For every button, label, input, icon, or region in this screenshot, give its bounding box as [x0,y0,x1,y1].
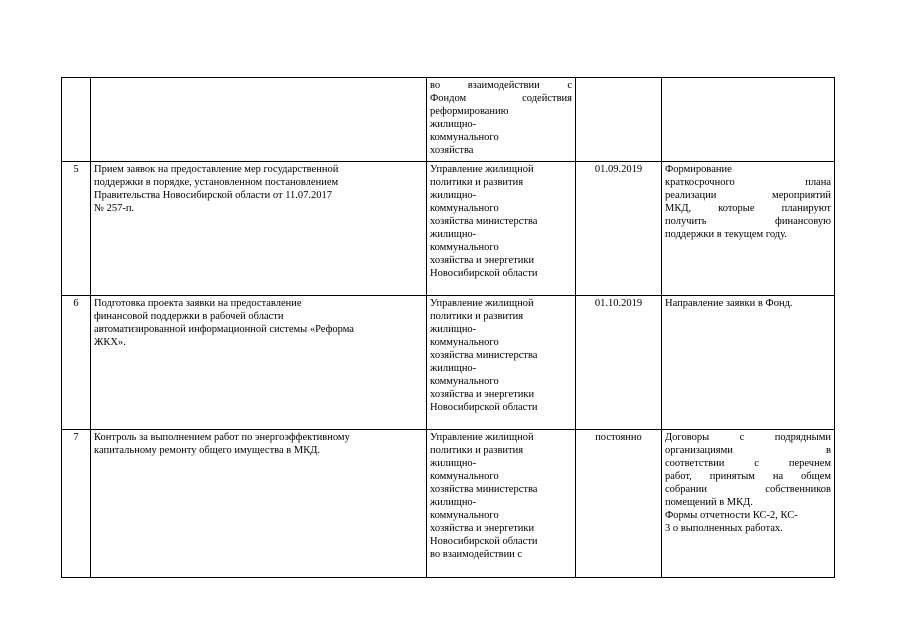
row-number: 6 [62,296,91,430]
result-line: Формы отчетности КС-2, КС- [665,510,798,521]
executor-line: жилищно- [430,229,477,240]
task-line: Подготовка проекта заявки на предоставление [94,298,302,309]
result-line: помещений в МКД. [665,497,753,508]
executor-line: хозяйства и энергетики [430,523,535,534]
task-line: финансовой поддержки в рабочей области [94,311,284,322]
executor-line: хозяйства и энергетики [430,389,535,400]
task-line: Контроль за выполнением работ по энергоэффективному [94,432,350,443]
task-line: автоматизированной информационной системы «Реформа [94,324,354,335]
result-line: Договоры с подрядными [665,432,831,443]
executor-cell [427,430,576,578]
executor-line: Фондом содействия [430,93,572,104]
executor-line: жилищно- [430,119,477,130]
table-row [62,430,835,578]
result-cell [662,78,835,162]
task-line: Правительства Новосибирской области от 11.07.2017 [94,190,333,201]
result-line: соответствии с перечнем [665,458,831,469]
result-line: организациями в [665,445,831,456]
row-number [62,78,91,162]
executor-line: жилищно- [430,497,477,508]
executor-line: коммунального [430,337,499,348]
task-line: капитальному ремонту общего имущества в МКД. [94,445,320,456]
executor-line: политики и развития [430,177,524,188]
date-cell: 01.10.2019 [576,296,662,430]
result-line: Направление заявки в Фонд. [665,298,793,309]
executor-line: Новосибирской области [430,402,538,413]
executor-line: хозяйства министерства [430,350,538,361]
executor-line: реформированию [430,106,509,117]
executor-line: коммунального [430,242,499,253]
executor-line: политики и развития [430,311,524,322]
plan-table [61,77,835,578]
table-row [62,296,835,430]
executor-line: жилищно- [430,458,477,469]
result-line: краткосрочного плана [665,177,831,188]
task-cell [91,430,427,578]
executor-line: коммунального [430,471,499,482]
executor-line: коммунального [430,132,499,143]
executor-cell [427,78,576,162]
executor-line: хозяйства министерства [430,484,538,495]
result-line: работ, принятым на общем [665,471,831,482]
executor-cell [427,296,576,430]
task-cell [91,162,427,296]
result-line: реализации мероприятий [665,190,831,201]
executor-line: во взаимодействии с [430,80,572,91]
plan-table-body [62,78,835,578]
result-line: поддержки в текущем году. [665,229,787,240]
row-number: 7 [62,430,91,578]
executor-line: Управление жилищной [430,432,534,443]
executor-cell [427,162,576,296]
table-row [62,162,835,296]
table-row [62,78,835,162]
executor-line: Новосибирской области [430,268,538,279]
result-line: 3 о выполненных работах. [665,523,783,534]
task-line: Прием заявок на предоставление мер государственной [94,164,339,175]
result-cell [662,162,835,296]
result-cell [662,296,835,430]
executor-line: хозяйства [430,145,474,156]
executor-line: жилищно- [430,363,477,374]
result-cell [662,430,835,578]
result-line: Формирование [665,164,732,175]
executor-line: коммунального [430,203,499,214]
date-cell [576,78,662,162]
executor-line: во взаимодействии с [430,549,523,560]
executor-line: хозяйства министерства [430,216,538,227]
executor-line: коммунального [430,376,499,387]
result-line: МКД, которые планируют [665,203,831,214]
executor-line: коммунального [430,510,499,521]
date-cell: постоянно [576,430,662,578]
date-cell: 01.09.2019 [576,162,662,296]
executor-line: политики и развития [430,445,524,456]
executor-line: Управление жилищной [430,164,534,175]
result-line: получить финансовую [665,216,831,227]
result-line: собрании собственников [665,484,831,495]
executor-line: Управление жилищной [430,298,534,309]
executor-line: Новосибирской области [430,536,538,547]
executor-line: жилищно- [430,190,477,201]
row-number: 5 [62,162,91,296]
task-line: поддержки в порядке, установленном постановлением [94,177,339,188]
task-line: № 257-п. [94,203,135,214]
task-cell [91,78,427,162]
executor-line: хозяйства и энергетики [430,255,535,266]
task-line: ЖКХ». [94,337,126,348]
task-cell [91,296,427,430]
executor-line: жилищно- [430,324,477,335]
